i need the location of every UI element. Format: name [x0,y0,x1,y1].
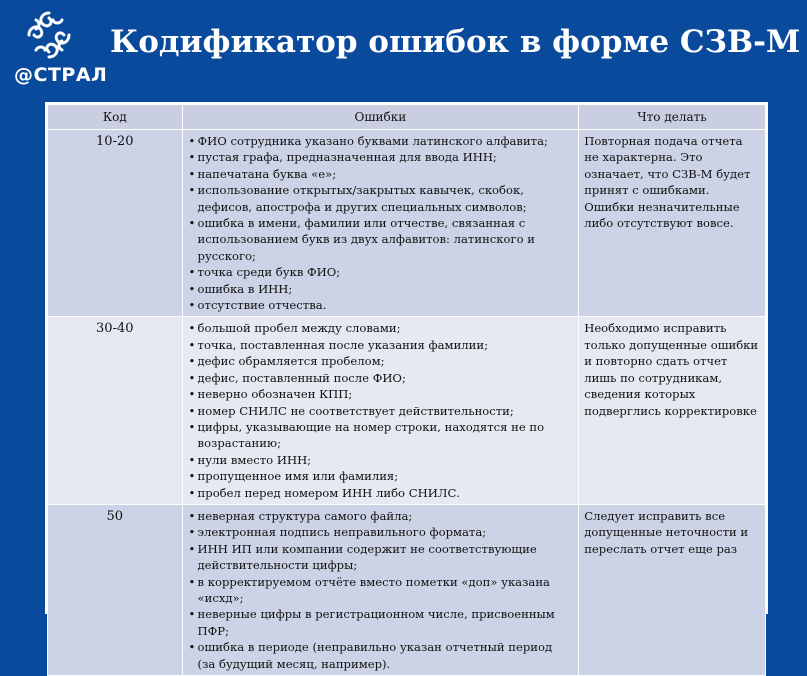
error-item: • дефис обрамляется пробелом; [198,353,574,369]
error-item: • цифры, указывающие на номер строки, находятся не по возрастанию; [198,419,574,452]
row-errors [182,317,579,504]
error-item: • отсутствие отчества. [198,297,574,313]
row-code: 10-20 [48,130,183,317]
logo-text: @СТРАЛ [14,64,108,86]
error-item: • точка, поставленная после указания фамилии; [198,337,574,353]
table-row [48,504,766,675]
error-item: • точка среди букв ФИО; [198,264,574,280]
error-item: • большой пробел между словами; [198,320,574,336]
row-code: 30-40 [48,317,183,504]
error-item: • дефис, поставленный после ФИО; [198,370,574,386]
error-item: • пропущенное имя или фамилия; [198,468,574,484]
row-errors [182,130,579,317]
row-action: Следует исправить все допущенные неточности и переслать отчет еще раз [579,504,766,675]
error-item: • напечатана буква «е»; [198,166,574,182]
row-action: Повторная подача отчета не характерна. Это означает, что СЗВ-М будет принят с ошибками. Ошибки незначительные либо отсутствуют вовсе. [579,130,766,317]
error-item: • нули вместо ИНН; [198,452,574,468]
error-item: • пустая графа, предназначенная для ввода ИНН; [198,149,574,165]
row-errors [182,504,579,675]
error-item: • в корректируемом отчёте вместо пометки «доп» указана «исхд»; [198,574,574,607]
error-item: • ошибка в имени, фамилии или отчестве, связанная с использованием букв из двух алфавитов: латинского и русского; [198,215,574,264]
error-codes-table [45,102,768,671]
header-code: Код [48,105,183,130]
error-item: • электронная подпись неправильного формата; [198,524,574,540]
row-action: Необходимо исправить только допущенные ошибки и повторно сдать отчет лишь по сотрудникам, сведения которых подверглись корректировке [579,317,766,504]
header-action: Что делать [579,105,766,130]
error-item: • неверные цифры в регистрационном числе, присвоенным ПФР; [198,606,574,639]
table-header-row [48,105,766,130]
error-item: • использование открытых/закрытых кавычек, скобок, дефисов, апострофа и других специальных символов; [198,182,574,215]
error-item: • ФИО сотрудника указано буквами латинского алфавита; [198,133,574,149]
error-item: • номер СНИЛС не соответствует действительности; [198,403,574,419]
error-item: • неверная структура самого файла; [198,508,574,524]
error-item: • ошибка в ИНН; [198,281,574,297]
astral-logo [14,10,108,90]
page-title: Кодификатор ошибок в форме СЗВ-М [110,24,801,60]
row-code: 50 [48,504,183,675]
error-item: • ИНН ИП или компании содержит не соответствующие действительности цифры; [198,541,574,574]
error-item: • ошибка в периоде (неправильно указан отчетный период (за будущий месяц, например). [198,639,574,672]
table-row [48,317,766,504]
astral-emblem-icon [26,10,72,60]
table-row [48,130,766,317]
header-errors: Ошибки [182,105,579,130]
error-item: • пробел перед номером ИНН либо СНИЛС. [198,485,574,501]
error-item: • неверно обозначен КПП; [198,386,574,402]
